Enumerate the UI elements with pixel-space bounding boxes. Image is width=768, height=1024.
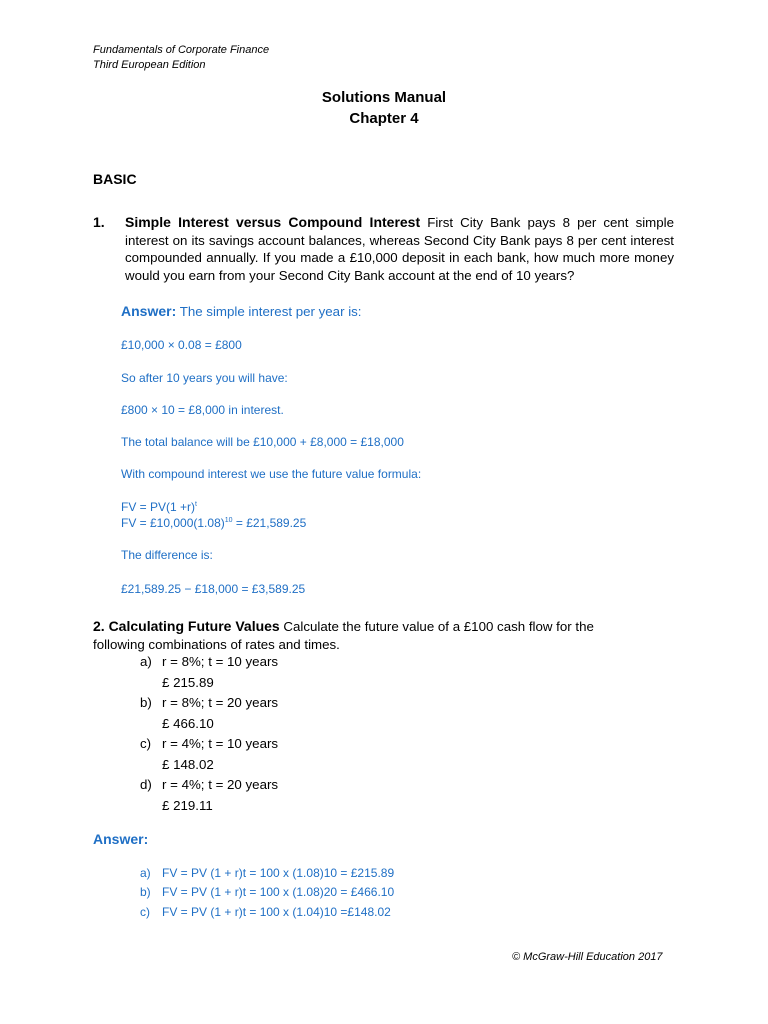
item-value: £ 215.89 <box>162 675 214 690</box>
item-text: r = 8%; t = 20 years <box>162 695 279 710</box>
item-text: r = 8%; t = 10 years <box>162 654 279 669</box>
answer-row <box>140 905 391 919</box>
answer-line: So after 10 years you will have: <box>121 371 288 385</box>
formula-line <box>121 500 197 514</box>
item-value: £ 219.11 <box>162 798 213 813</box>
question-text: Calculate the future value of a £100 cash flow for the following combinations of rates and times. <box>93 619 594 652</box>
answer-line: The difference is: <box>121 548 213 562</box>
item-text: r = 4%; t = 10 years <box>162 736 279 751</box>
answer-intro: The simple interest per year is: <box>179 304 362 319</box>
running-header <box>93 43 269 73</box>
formula-result: = £21,589.25 <box>232 516 307 530</box>
answer-row <box>140 885 394 899</box>
item-label: d) <box>140 777 152 792</box>
question-2 <box>93 617 633 654</box>
answer-2-label: Answer: <box>93 831 149 847</box>
answer-row-label: c) <box>140 905 150 919</box>
answer-line: With compound interest we use the future value formula: <box>121 467 422 481</box>
question-text: First City Bank pays 8 per cent simple interest on its savings account balances, whereas Second City Bank pays 8 per cent interest compounded annually. If you made a £10,000 deposit in each bank, how much more money would you earn from your Second City Bank account at the end of 10 years? <box>125 215 674 283</box>
item-label: c) <box>140 736 152 751</box>
section-heading: BASIC <box>93 171 137 187</box>
formula-line <box>121 516 306 530</box>
question-heading: 2. Calculating Future Values <box>93 618 280 634</box>
question-1 <box>125 214 674 284</box>
formula-exponent: t <box>195 501 197 508</box>
question-heading: Simple Interest versus Compound Interest <box>125 214 421 230</box>
answer-line: £21,589.25 − £18,000 = £3,589.25 <box>121 582 306 596</box>
item-label: b) <box>140 695 152 710</box>
formula-text: FV = PV(1 +r) <box>121 500 196 514</box>
answer-row <box>140 866 394 880</box>
answer-line: The total balance will be £10,000 + £8,000 = £18,000 <box>121 435 404 449</box>
manual-title: Solutions Manual <box>321 89 447 106</box>
question-number: 1. <box>93 214 105 230</box>
formula-exponent: 10 <box>224 517 233 524</box>
formula-text: FV = £10,000(1.08) <box>121 516 225 530</box>
answer-row-label: b) <box>140 885 151 899</box>
answer-row-text: FV = PV (1 + r)t = 100 x (1.04)10 =£148.02 <box>162 905 391 919</box>
item-value: £ 466.10 <box>162 716 214 731</box>
copyright-footer: © McGraw-Hill Education 2017 <box>512 951 663 963</box>
answer-1 <box>121 303 362 319</box>
answer-line: £10,000 × 0.08 = £800 <box>121 338 242 352</box>
answer-label: Answer: <box>121 303 177 319</box>
answer-line: £800 × 10 = £8,000 in interest. <box>121 403 284 417</box>
answer-row-label: a) <box>140 866 151 880</box>
item-text: r = 4%; t = 20 years <box>162 777 279 792</box>
item-label: a) <box>140 654 152 669</box>
edition: Third European Edition <box>93 59 206 71</box>
chapter-title: Chapter 4 <box>349 110 419 127</box>
item-value: £ 148.02 <box>162 757 214 772</box>
answer-row-text: FV = PV (1 + r)t = 100 x (1.08)10 = £215.89 <box>162 866 395 880</box>
answer-row-text: FV = PV (1 + r)t = 100 x (1.08)20 = £466.10 <box>162 885 395 899</box>
book-title: Fundamentals of Corporate Finance <box>93 44 270 56</box>
